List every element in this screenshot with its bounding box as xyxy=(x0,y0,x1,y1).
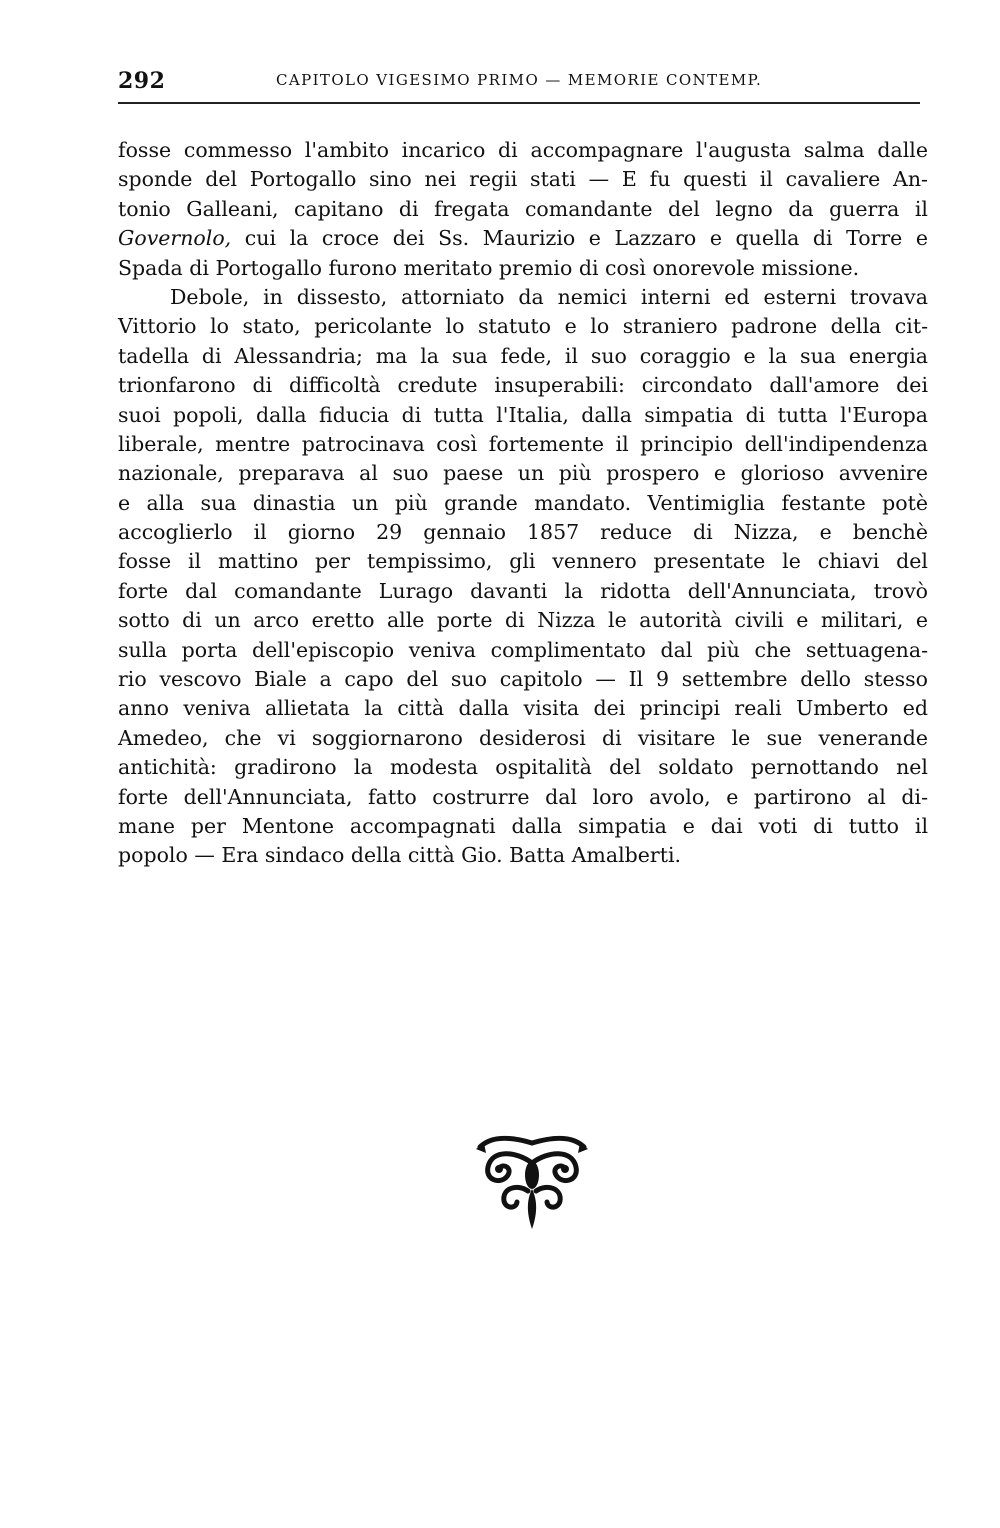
text-line: Amedeo, che vi soggiornarono desiderosi di visitare le sue venerande xyxy=(118,725,928,750)
text-line: mane per Mentone accompagnati dalla simpatia e dai voti di tutto il xyxy=(118,813,928,838)
header-rule xyxy=(118,102,920,104)
text-line: forte dell'Annunciata, fatto costrurre dal loro avolo, e partirono al di- xyxy=(118,784,928,809)
text-line: fosse commesso l'ambito incarico di accompagnare l'augusta salma dalle xyxy=(118,138,928,162)
text-line: anno veniva allietata la città dalla visita dei principi reali Umberto ed xyxy=(118,696,928,721)
text-line: liberale, mentre patrocinava così fortemente il principio dell'indipendenza xyxy=(118,431,928,456)
text-line: sponde del Portogallo sino nei regii stati — E fu questi il cavaliere An- xyxy=(118,167,928,192)
text-line: trionfarono di difficoltà credute insuperabili: circondato dall'amore dei xyxy=(118,373,928,398)
text-line: forte dal comandante Lurago davanti la ridotta dell'Annunciata, trovò xyxy=(118,578,928,603)
page-number: 292 xyxy=(118,68,166,94)
text-line: suoi popoli, dalla fiducia di tutta l'Italia, dalla simpatia di tutta l'Europa xyxy=(118,402,928,427)
paragraph-start-line: Debole, in dissesto, attorniato da nemici interni ed esterni trovava xyxy=(170,284,928,309)
text-line: accoglierlo il giorno 29 gennaio 1857 reduce di Nizza, e benchè xyxy=(118,520,928,545)
chapter-title: CAPITOLO VIGESIMO PRIMO — MEMORIE CONTEMP. xyxy=(276,71,763,89)
text-fragment: cui la croce dei Ss. Maurizio e Lazzaro e quella di Torre e xyxy=(231,226,928,251)
text-line xyxy=(118,224,928,253)
fleuron-ornament-icon xyxy=(472,1133,592,1233)
ship-name: Governolo, xyxy=(118,226,232,251)
text-line: sotto di un arco eretto alle porte di Nizza le autorità civili e militari, e xyxy=(118,608,928,633)
text-line: rio vescovo Biale a capo del suo capitolo — Il 9 settembre dello stesso xyxy=(118,667,928,692)
text-line: nazionale, preparava al suo paese un più prospero e glorioso avvenire xyxy=(118,461,928,486)
text-line: tonio Galleani, capitano di fregata comandante del legno da guerra il xyxy=(118,196,928,221)
text-line: tadella di Alessandria; ma la sua fede, il suo coraggio e la sua energia xyxy=(118,343,928,368)
text-line: Vittorio lo stato, pericolante lo statuto e lo straniero padrone della cit- xyxy=(118,314,928,339)
running-head xyxy=(118,62,918,98)
text-line: sulla porta dell'episcopio veniva complimentato dal più che settuagena- xyxy=(118,637,928,662)
text-line: antichità: gradirono la modesta ospitalità del soldato pernottando nel xyxy=(118,755,928,780)
body-text xyxy=(118,136,928,871)
text-line: popolo — Era sindaco della città Gio. Batta Amalberti. xyxy=(118,843,682,868)
text-line: Spada di Portogallo furono meritato premio di così onorevole missione. xyxy=(118,255,860,280)
text-line: fosse il mattino per tempissimo, gli vennero presentate le chiavi del xyxy=(118,549,928,574)
text-line: e alla sua dinastia un più grande mandato. Ventimiglia festante potè xyxy=(118,490,928,515)
